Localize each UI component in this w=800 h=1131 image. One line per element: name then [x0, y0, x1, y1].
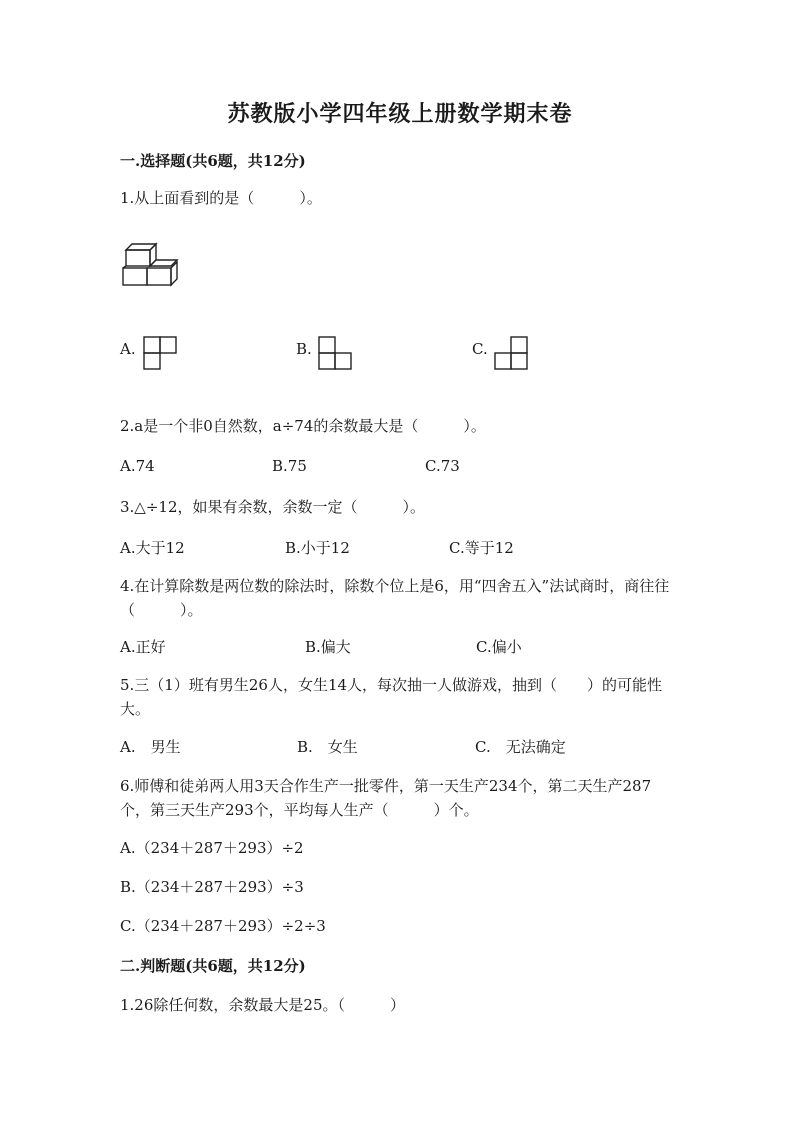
q2-option-c[interactable]: C.73 — [425, 457, 460, 475]
section-title-judgment: 二.判断题(共6题，共12分) — [120, 957, 306, 975]
question-3: 3.△÷12，如果有余数，余数一定（ ）。 — [120, 498, 426, 516]
q6-option-c[interactable]: C.（234＋287＋293）÷2÷3 — [120, 917, 326, 935]
question-4: 4.在计算除数是两位数的除法时，除数个位上是6，用“四舍五入”法试商时，商往往（ ）。 — [120, 577, 670, 619]
q3-option-a[interactable]: A.大于12 — [120, 539, 185, 557]
cube-stack-figure — [120, 240, 182, 292]
q4-option-a[interactable]: A.正好 — [120, 638, 166, 656]
q1-option-c-figure — [494, 336, 528, 374]
question-6: 6.师傅和徒弟两人用3天合作生产一批零件，第一天生产234个，第二天生产287个，第三天生产293个，平均每人生产（ ）个。 — [120, 777, 652, 819]
page-title: 苏教版小学四年级上册数学期末卷 — [227, 101, 573, 127]
question-5: 5.三（1）班有男生26人，女生14人，每次抽一人做游戏，抽到（ ）的可能性大。 — [120, 676, 663, 718]
q3-option-b[interactable]: B.小于12 — [285, 539, 350, 557]
q1-option-a-figure — [143, 336, 177, 374]
q6-option-a[interactable]: A.（234＋287＋293）÷2 — [120, 839, 304, 857]
q2-option-b[interactable]: B.75 — [272, 457, 307, 475]
judgment-question-1: 1.26除任何数，余数最大是25。（ ） — [120, 996, 405, 1014]
q1-option-b-label: B. — [296, 340, 312, 358]
question-1: 1.从上面看到的是（ ）。 — [120, 189, 322, 207]
q1-option-a[interactable] — [120, 340, 136, 358]
q4-option-b[interactable]: B.偏大 — [305, 638, 351, 656]
section-title-choice: 一.选择题(共6题，共12分) — [120, 152, 306, 170]
question-2: 2.a是一个非0自然数，a÷74的余数最大是（ ）。 — [120, 417, 486, 435]
q1-option-c-label: C. — [472, 340, 488, 358]
q1-option-b-figure — [318, 336, 352, 374]
q5-option-b[interactable]: B. 女生 — [297, 738, 358, 756]
q1-option-c[interactable] — [472, 340, 488, 358]
q4-option-c[interactable]: C.偏小 — [476, 638, 522, 656]
q6-option-b[interactable]: B.（234＋287＋293）÷3 — [120, 878, 304, 896]
q5-option-c[interactable]: C. 无法确定 — [475, 738, 566, 756]
q3-option-c[interactable]: C.等于12 — [449, 539, 514, 557]
q5-option-a[interactable]: A. 男生 — [120, 738, 181, 756]
q2-option-a[interactable]: A.74 — [120, 457, 155, 475]
q1-option-b[interactable] — [296, 340, 312, 358]
q1-option-a-label: A. — [120, 340, 136, 358]
